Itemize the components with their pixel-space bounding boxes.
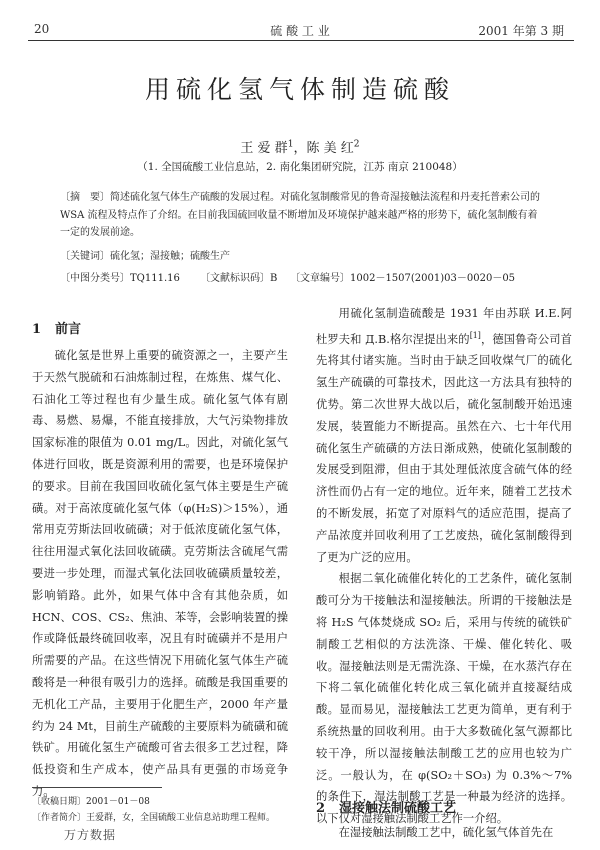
- article-number-label: 〔文章编号〕: [290, 273, 350, 284]
- received-date: [32, 795, 302, 809]
- keywords-text: 硫化氢；湿接触；硫酸生产: [110, 251, 230, 262]
- section-2-heading: [316, 797, 456, 816]
- abstract: [60, 189, 546, 242]
- author-2: 陈 美 红: [306, 141, 354, 156]
- authors: [0, 137, 600, 156]
- section-2-body: [316, 822, 572, 844]
- right-column: [316, 303, 572, 830]
- process-paragraph: 根据二氧化硫催化转化的工艺条件，硫化氢制酸可分为干接触法和湿接触法。所谓的干接触法是将 H₂S 气体焚烧成 SO₂ 后，采用与传统的硫铁矿制酸工艺相似的方法洗涤、干燥、催化转化、吸收。湿接触法则是无需洗涤、干燥，在水蒸汽存在下将二氧化硫催化转化成三氧化硫并直接凝结成酸。显而易见，湿接触法工艺更为简单，更有利于系统热量的回收利用。由于大多数硫化氢气源都比较干净，所以湿接触法制酸工艺的应用也较为广泛。一般认为，在 φ(SO₂＋SO₃) 为 0.3%～7% 的条件下，湿法制酸工艺是一种最为经济的选择。以下仅对湿接触法制酸工艺作一介绍。: [316, 572, 572, 826]
- classification-number: [60, 269, 180, 284]
- history-paragraph: [316, 303, 572, 568]
- intro-paragraph: 硫化氢是世界上重要的硫资源之一，主要产生于天然气脱硫和石油炼制过程，在炼焦、煤气化、石油化工等过程也有少量生成。硫化氢气体有剧毒、易燃、易爆，不能直接排放，大气污染物排放国家标准的限值为 0.01 mg/L。因此，对硫化氢气体进行回收，既是资源利用的需要，也是环境保护的要求。目前在我国回收硫化氢气体主要是生产硫磺。对于高浓度硫化氢气体（φ(H₂S)＞15%），通常用克劳斯法回收硫磺；对于低浓度硫化氢气体，往往用湿式氧化法回收硫磺。克劳斯法含硫尾气需要进一步处理，而湿式氧化法回收硫磺质量较差，影响销路。此外，如果气体中含有其他杂质，如 HCN、COS、CS₂、焦油、苯等，会影响装置的操作或降低最终硫回收率，况且有时硫磺并不是用户所需要的产品。在这些情况下用硫化氢气体生产硫酸将是一种很有吸引力的选择。硫酸是我国重要的无机化工产品，主要用于化肥生产，2000 年产量约为 24 Mt，目前生产硫酸的主要原料为硫磺和硫铁矿。用硫化氢生产硫酸可省去很多工艺过程，降低投资和生产成本，使产品具有更强的市场竞争力。: [32, 349, 288, 798]
- section-2-paragraph: 在湿接触法制酸工艺中，硫化氢气体首先在: [338, 826, 554, 839]
- received-value: 2001－01－08: [86, 797, 150, 807]
- watermark: 万方数据: [64, 828, 117, 842]
- keywords-label: 〔关键词〕: [60, 251, 110, 262]
- abstract-text: 简述硫化氢气体生产硫酸的发展过程。对硫化氢制酸常见的鲁奇湿接触法流程和丹麦托普索公司的 WSA 流程及特点作了介绍。在目前我国硫回收量不断增加及环境保护越来越严格的形势下，硫化氢制酸有着一定的发展前途。: [60, 192, 540, 238]
- left-column: [32, 345, 288, 803]
- author-separator: ，: [293, 141, 307, 156]
- article-number: [290, 269, 515, 284]
- header-rule: [28, 40, 574, 41]
- doc-code-label: 〔文献标识码〕: [200, 273, 270, 284]
- citation-ref: [1]: [469, 330, 481, 340]
- author-bio-text: 王爱群，女，全国硫酸工业信息站助理工程师。: [86, 813, 276, 823]
- section-1-number: 1: [32, 322, 42, 337]
- doc-code-value: B: [270, 273, 278, 284]
- journal-name: 硫 酸 工 业: [270, 24, 330, 38]
- section-2-number: 2: [316, 801, 326, 816]
- author-1-affil: 1: [287, 139, 294, 150]
- history-text: 用硫化氢制造硫酸是 1931 年由苏联 И.Е.阿杜罗夫和 Д.В.格尔涅提出来的: [316, 307, 572, 346]
- footnote-rule: [32, 787, 162, 788]
- article-number-value: 1002－1507(2001)03－0020－05: [350, 273, 516, 284]
- section-1-title: 前言: [55, 322, 82, 337]
- keywords: [60, 248, 546, 266]
- issue-label: 2001 年第 3 期: [478, 24, 564, 38]
- document-code: [200, 269, 277, 284]
- section-1-heading: [32, 318, 81, 337]
- article-title: 用硫化氢气体制造硫酸: [144, 75, 455, 104]
- clc-label: 〔中图分类号〕: [60, 273, 130, 284]
- history-text-rest: ，德国鲁奇公司首先将其付诸实施。当时由于缺乏回收煤气厂的硫化氢生产硫磺的可靠技术，因此这一方法具有独特的优势。第二次世界大战以后，硫化氢制酸开始迅速发展，装置能力不断提高。虽然在六、七十年代用硫化氢生产硫磺的方法日渐成熟，使硫化氢制酸的发展受到阻滞，但由于其处理低浓度含硫气体的经济性而仍占有一定的地位。近年来，随着工艺技术的不断发展，拓宽了对原料气的适应范围，提高了产品浓度并回收利用了工艺废热，硫化氢制酸得到了更为广泛的应用。: [316, 332, 572, 564]
- received-label: 〔收稿日期〕: [32, 797, 87, 807]
- author-bio: [32, 811, 302, 825]
- section-2-title: 湿接触法制硫酸工艺: [339, 801, 457, 816]
- author-2-affil: 2: [353, 139, 360, 150]
- author-1: 王 爱 群: [240, 141, 288, 156]
- abstract-label: 〔摘 要〕: [60, 192, 110, 203]
- clc-value: TQ111.16: [130, 273, 180, 284]
- page-number: 20: [34, 22, 50, 36]
- affiliation: （1. 全国硫酸工业信息站，2. 南化集团研究院，江苏 南京 210048）: [137, 161, 463, 173]
- author-bio-label: 〔作者简介〕: [32, 813, 87, 823]
